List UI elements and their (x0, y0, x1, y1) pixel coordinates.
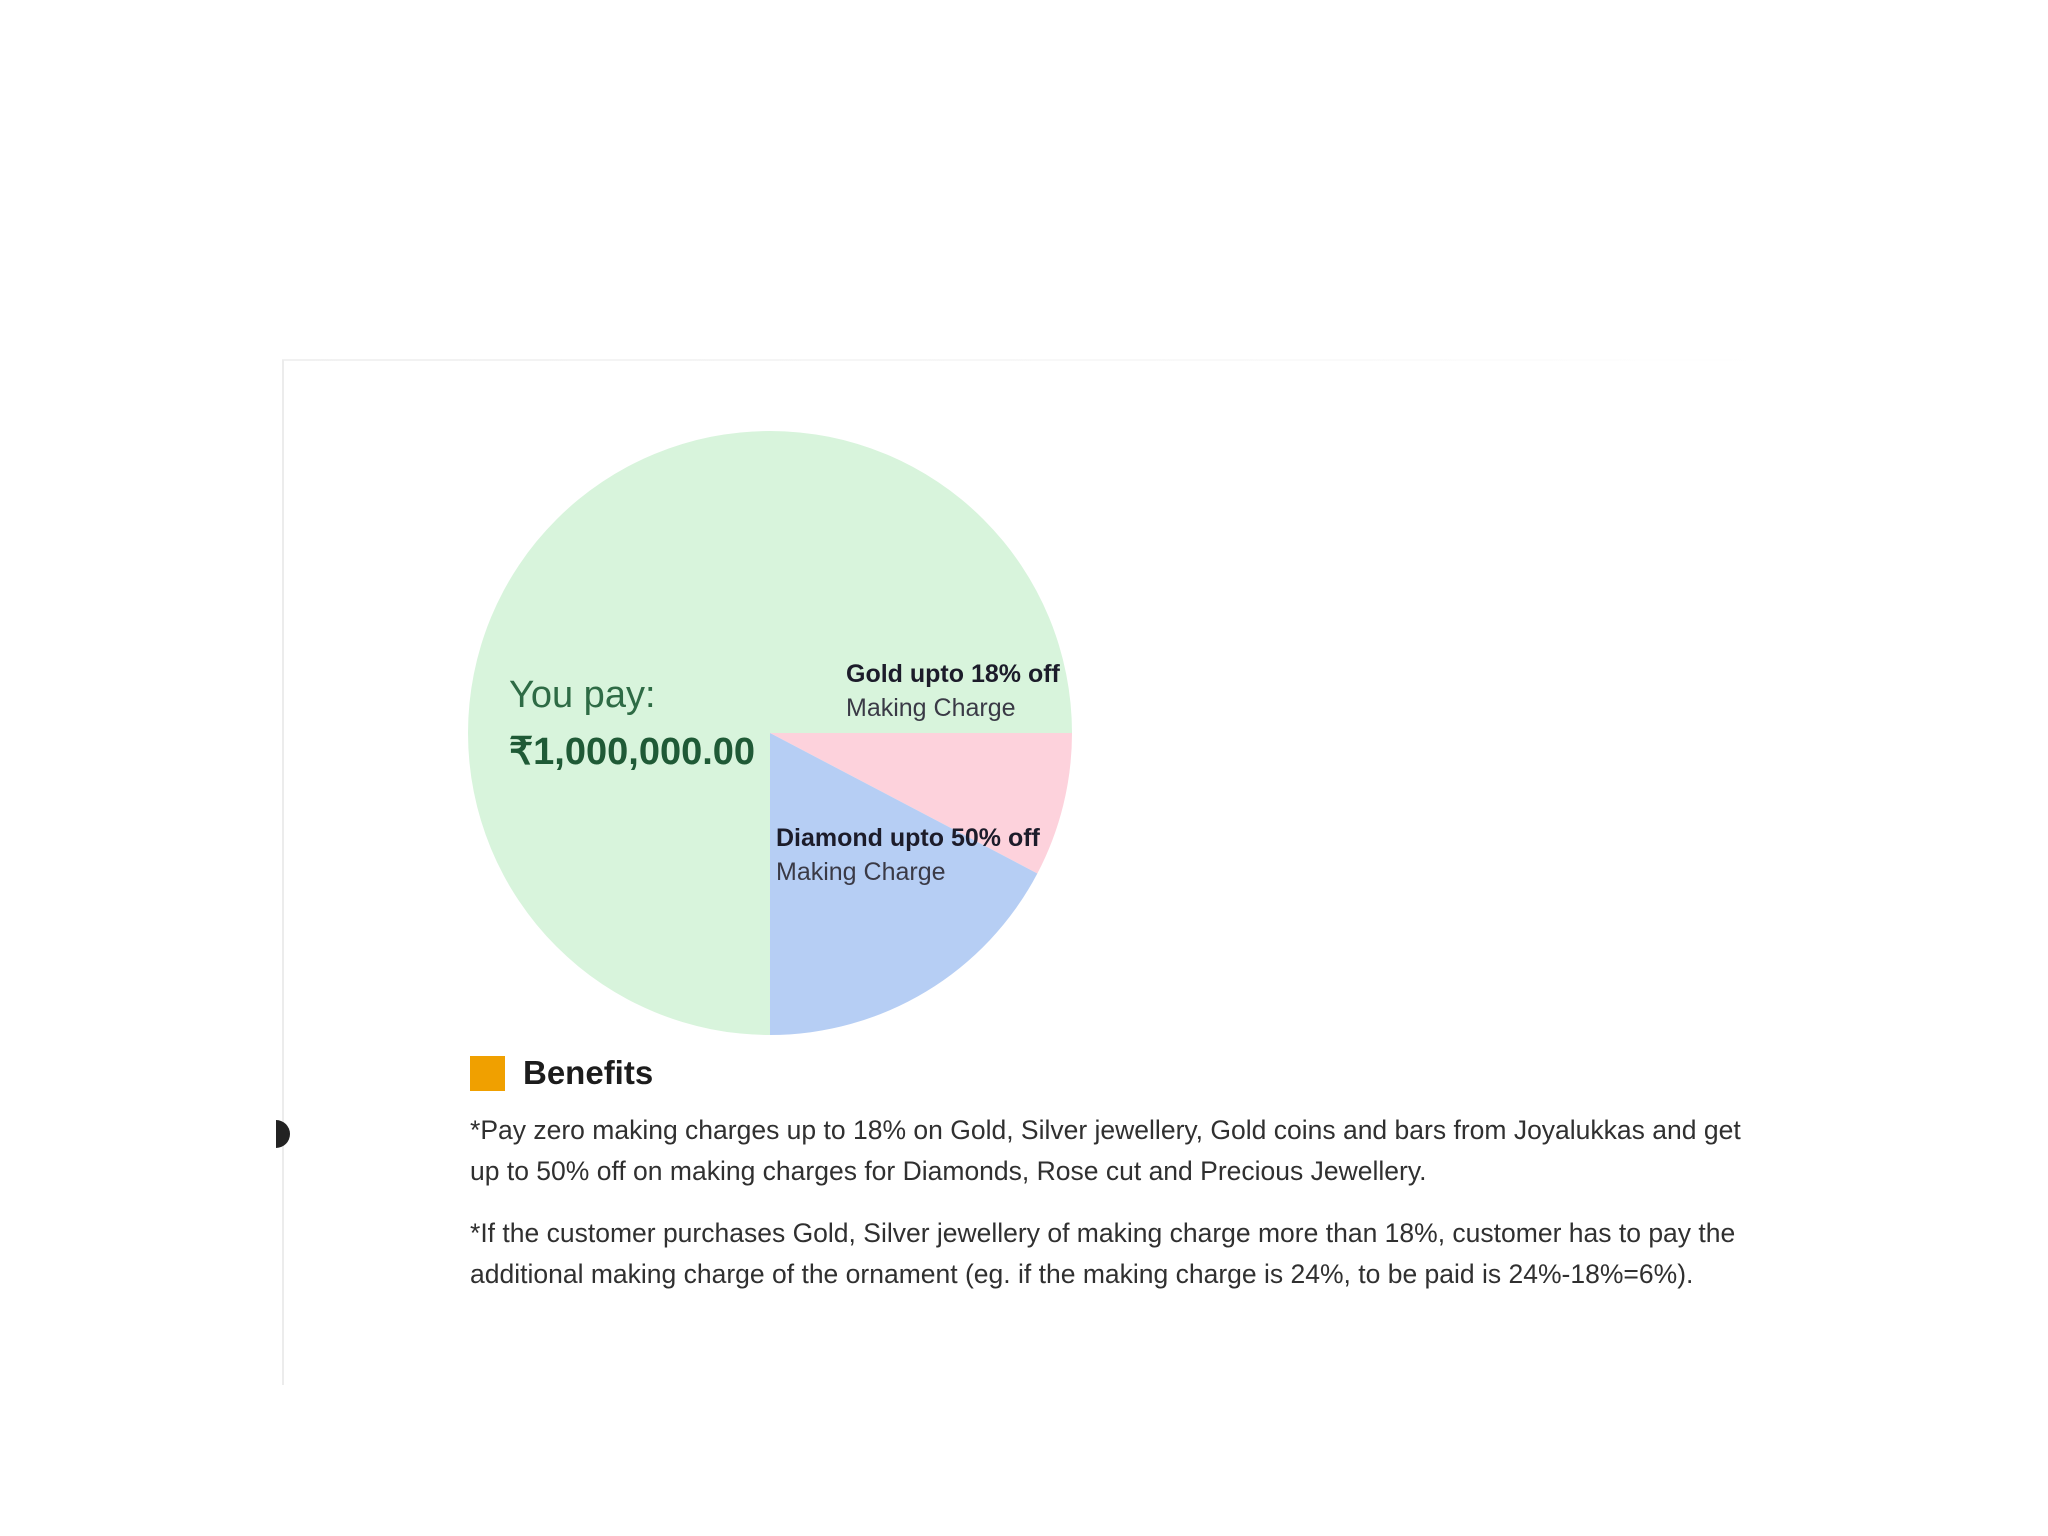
you-pay-caption: You pay: (509, 674, 656, 716)
benefits-swatch-icon (470, 1056, 505, 1091)
gold-slice-subtitle: Making Charge (846, 694, 1016, 722)
diamond-slice-subtitle: Making Charge (776, 858, 946, 886)
benefits-legend (470, 1053, 653, 1093)
benefits-title: Benefits (523, 1054, 654, 1091)
diamond-slice-title: Diamond upto 50% off (776, 824, 1040, 852)
benefits-paragraph-2: *If the customer purchases Gold, Silver jewellery of making charge more than 18%, customer has to pay the additional making charge of the ornament (eg. if the making charge is 24%, to be paid is 24%-18%=6%). (470, 1218, 1736, 1289)
gold-slice-title: Gold upto 18% off (846, 660, 1060, 688)
benefits-paragraph-1: *Pay zero making charges up to 18% on Gold, Silver jewellery, Gold coins and bars from Joyalukkas and get up to 50% off on making charges for Diamonds, Rose cut and Precious Jewellery. (470, 1115, 1741, 1186)
you-pay-amount: ₹1,000,000.00 (509, 731, 756, 773)
